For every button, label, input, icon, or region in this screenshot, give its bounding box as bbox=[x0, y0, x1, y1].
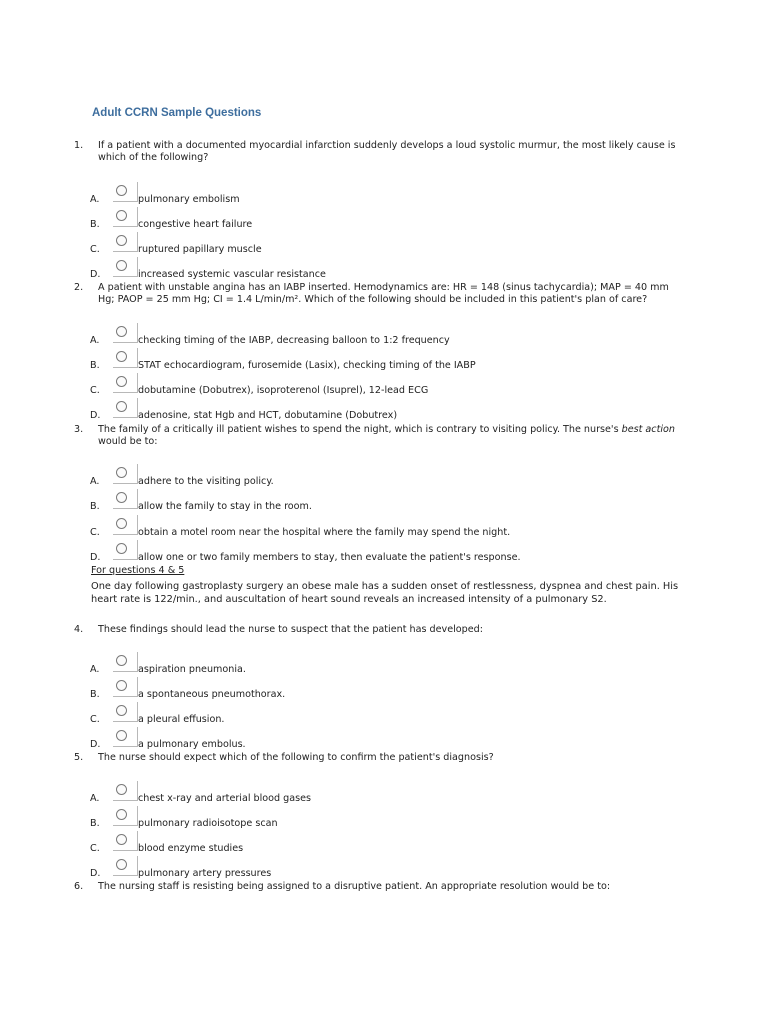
option-text: congestive heart failure bbox=[138, 219, 253, 230]
option-letter: D. bbox=[90, 739, 101, 750]
radio-button[interactable] bbox=[113, 398, 138, 418]
radio-button[interactable] bbox=[113, 348, 138, 368]
radio-circle-icon bbox=[116, 834, 127, 845]
option-letter: A. bbox=[90, 335, 100, 346]
option-text: allow one or two family members to stay, then evaluate the patient's response. bbox=[138, 552, 521, 563]
question-number: 3. bbox=[74, 424, 84, 435]
option-text: a pleural effusion. bbox=[138, 714, 225, 725]
question-text: These findings should lead the nurse to suspect that the patient has developed: bbox=[98, 624, 483, 635]
page-title: Adult CCRN Sample Questions bbox=[92, 107, 262, 119]
radio-circle-icon bbox=[116, 705, 127, 716]
radio-button[interactable] bbox=[113, 652, 138, 672]
option-text: dobutamine (Dobutrex), isoproterenol (Isuprel), 12-lead ECG bbox=[138, 385, 429, 396]
option-text: adhere to the visiting policy. bbox=[138, 476, 274, 487]
question-text: The nurse should expect which of the following to confirm the patient's diagnosis? bbox=[98, 752, 494, 763]
radio-button[interactable] bbox=[113, 727, 138, 747]
option-text: a pulmonary embolus. bbox=[138, 739, 246, 750]
option-letter: B. bbox=[90, 219, 100, 230]
radio-circle-icon bbox=[116, 518, 127, 529]
option-text: obtain a motel room near the hospital where the family may spend the night. bbox=[138, 527, 511, 538]
radio-button[interactable] bbox=[113, 540, 138, 560]
radio-button[interactable] bbox=[113, 257, 138, 277]
option-letter: B. bbox=[90, 501, 100, 512]
question-text: The nursing staff is resisting being assigned to a disruptive patient. An appropriate resolution would be to: bbox=[98, 881, 611, 892]
option-text: STAT echocardiogram, furosemide (Lasix), checking timing of the IABP bbox=[138, 360, 476, 371]
radio-circle-icon bbox=[116, 185, 127, 196]
radio-circle-icon bbox=[116, 784, 127, 795]
question-number: 4. bbox=[74, 624, 84, 635]
radio-button[interactable] bbox=[113, 207, 138, 227]
option-letter: D. bbox=[90, 868, 101, 879]
option-text: chest x-ray and arterial blood gases bbox=[138, 793, 312, 804]
radio-button[interactable] bbox=[113, 677, 138, 697]
radio-circle-icon bbox=[116, 376, 127, 387]
question-passage: One day following gastroplasty surgery an obese male has a sudden onset of restlessness, dyspnea and chest pain. His heart rate is 122/min., and auscultation of heart sound reveals an increased intensity of a pulmonary S2. bbox=[91, 581, 679, 605]
option-letter: D. bbox=[90, 552, 101, 563]
questions-group-link[interactable]: For questions 4 & 5 bbox=[91, 565, 185, 576]
radio-circle-icon bbox=[116, 351, 127, 362]
option-text: pulmonary artery pressures bbox=[138, 868, 272, 879]
radio-button[interactable] bbox=[113, 702, 138, 722]
radio-circle-icon bbox=[116, 260, 127, 271]
question-number: 5. bbox=[74, 752, 84, 763]
option-letter: C. bbox=[90, 527, 100, 538]
radio-button[interactable] bbox=[113, 781, 138, 801]
option-letter: C. bbox=[90, 843, 100, 854]
radio-button[interactable] bbox=[113, 856, 138, 876]
option-letter: A. bbox=[90, 476, 100, 487]
option-text: allow the family to stay in the room. bbox=[138, 501, 312, 512]
radio-circle-icon bbox=[116, 730, 127, 741]
option-letter: B. bbox=[90, 818, 100, 829]
option-letter: A. bbox=[90, 664, 100, 675]
question-text: A patient with unstable angina has an IABP inserted. Hemodynamics are: HR = 148 (sinus tachycardia); MAP = 40 mm Hg; PAOP = 25 mm Hg; CI = 1.4 L/min/m². Which of the following should be included in this patient's plan of care? bbox=[98, 282, 669, 305]
option-letter: A. bbox=[90, 194, 100, 205]
radio-circle-icon bbox=[116, 210, 127, 221]
radio-circle-icon bbox=[116, 680, 127, 691]
option-letter: B. bbox=[90, 360, 100, 371]
question-text-emphasis: best action bbox=[621, 424, 675, 435]
radio-button[interactable] bbox=[113, 489, 138, 509]
option-letter: B. bbox=[90, 689, 100, 700]
radio-circle-icon bbox=[116, 235, 127, 246]
option-text: blood enzyme studies bbox=[138, 843, 244, 854]
radio-circle-icon bbox=[116, 859, 127, 870]
radio-button[interactable] bbox=[113, 464, 138, 484]
radio-button[interactable] bbox=[113, 831, 138, 851]
radio-button[interactable] bbox=[113, 806, 138, 826]
radio-circle-icon bbox=[116, 809, 127, 820]
radio-button[interactable] bbox=[113, 323, 138, 343]
radio-button[interactable] bbox=[113, 515, 138, 535]
radio-circle-icon bbox=[116, 326, 127, 337]
option-text: pulmonary radioisotope scan bbox=[138, 818, 278, 829]
radio-button[interactable] bbox=[113, 373, 138, 393]
radio-circle-icon bbox=[116, 492, 127, 503]
question-number: 6. bbox=[74, 881, 84, 892]
question-number: 2. bbox=[74, 282, 84, 293]
option-letter: C. bbox=[90, 714, 100, 725]
question-text-part: would be to: bbox=[98, 436, 158, 447]
option-letter: D. bbox=[90, 269, 101, 280]
radio-circle-icon bbox=[116, 655, 127, 666]
option-text: adenosine, stat Hgb and HCT, dobutamine (Dobutrex) bbox=[138, 410, 398, 421]
radio-circle-icon bbox=[116, 543, 127, 554]
option-letter: D. bbox=[90, 410, 101, 421]
question-text-part: The family of a critically ill patient wishes to spend the night, which is contrary to visiting policy. The nurse's bbox=[98, 424, 622, 435]
question-number: 1. bbox=[74, 140, 84, 151]
radio-circle-icon bbox=[116, 467, 127, 478]
question-text: If a patient with a documented myocardial infarction suddenly develops a loud systolic murmur, the most likely cause is which of the following? bbox=[98, 140, 676, 163]
radio-circle-icon bbox=[116, 401, 127, 412]
option-text: aspiration pneumonia. bbox=[138, 664, 246, 675]
question-text bbox=[98, 424, 680, 448]
radio-button[interactable] bbox=[113, 182, 138, 202]
option-text: a spontaneous pneumothorax. bbox=[138, 689, 286, 700]
option-letter: A. bbox=[90, 793, 100, 804]
option-letter: C. bbox=[90, 385, 100, 396]
option-letter: C. bbox=[90, 244, 100, 255]
option-text: increased systemic vascular resistance bbox=[138, 269, 326, 280]
option-text: pulmonary embolism bbox=[138, 194, 240, 205]
radio-button[interactable] bbox=[113, 232, 138, 252]
option-text: ruptured papillary muscle bbox=[138, 244, 262, 255]
option-text: checking timing of the IABP, decreasing balloon to 1:2 frequency bbox=[138, 335, 450, 346]
